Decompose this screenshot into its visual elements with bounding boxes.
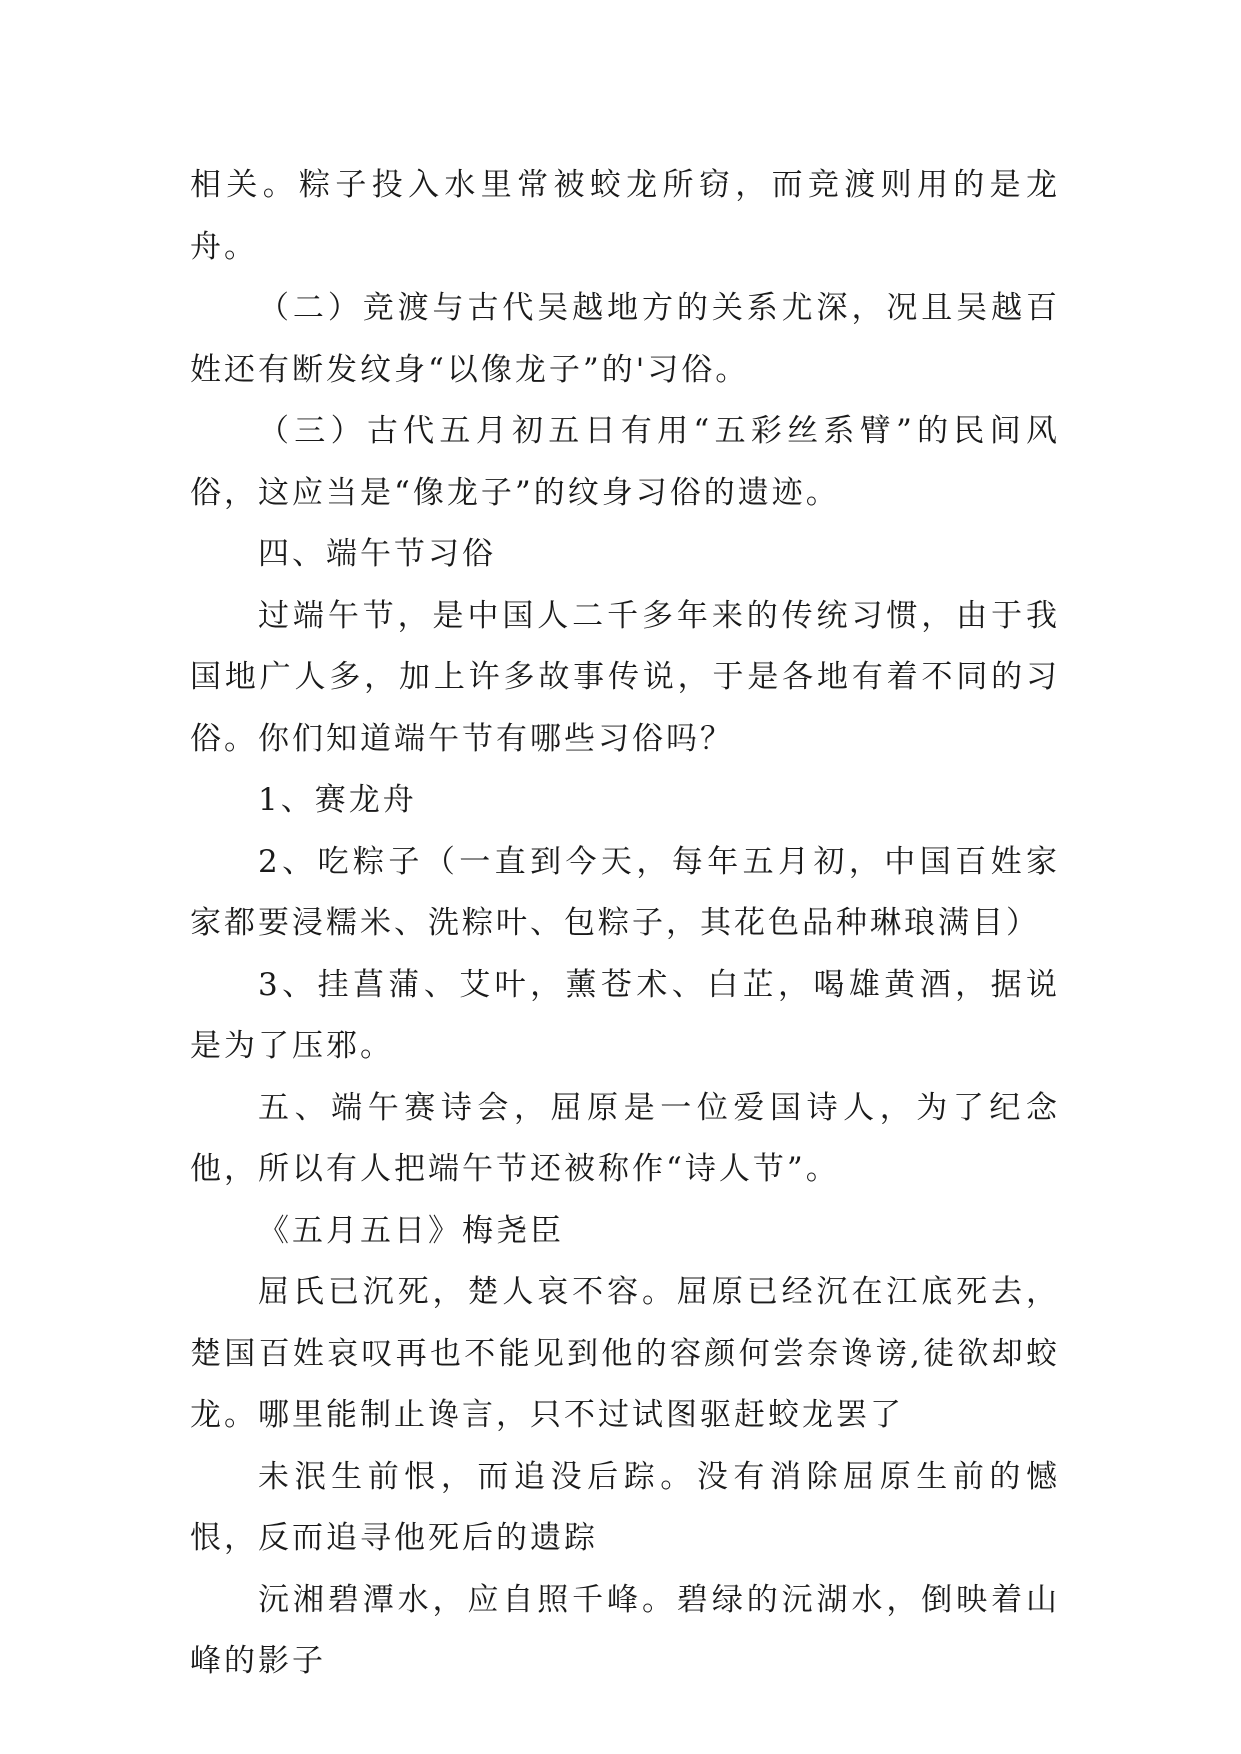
list-item: 3、挂菖蒲、艾叶，薰苍术、白芷，喝雄黄酒，据说是为了压邪。 — [190, 966, 1060, 1064]
poem-line: 沅湘碧潭水，应自照千峰。碧绿的沅湖水，倒映着山峰的影子 — [190, 1581, 1060, 1679]
list-item: 2、吃粽子（一直到今天，每年五月初，中国百姓家家都要浸糯米、洗粽叶、包粽子，其花色品种琳琅满目） — [190, 843, 1060, 941]
document-body — [190, 155, 1060, 1693]
paragraph: 相关。粽子投入水里常被蛟龙所窃，而竞渡则用的是龙舟。 — [190, 167, 1060, 265]
poem-title: 《五月五日》梅尧臣 — [258, 1212, 564, 1249]
section-heading: 四、端午节习俗 — [258, 536, 496, 572]
paragraph: 过端午节，是中国人二千多年来的传统习惯，由于我国地广人多，加上许多故事传说，于是各地有着不同的习俗。你们知道端午节有哪些习俗吗？ — [190, 597, 1060, 757]
paragraph: （三）古代五月初五日有用“五彩丝系臂”的民间风俗，这应当是“像龙子”的纹身习俗的遗迹。 — [190, 413, 1060, 511]
poem-line: 未泯生前恨，而追没后踪。没有消除屈原生前的憾恨，反而追寻他死后的遗踪 — [190, 1458, 1060, 1556]
paragraph: （二）竞渡与古代吴越地方的关系尤深，况且吴越百姓还有断发纹身“以像龙子”的'习俗。 — [190, 290, 1060, 388]
paragraph: 五、端午赛诗会，屈原是一位爱国诗人，为了纪念他，所以有人把端午节还被称作“诗人节”。 — [190, 1089, 1060, 1187]
list-item: 1、赛龙舟 — [258, 782, 417, 818]
poem-line: 屈氏已沉死，楚人哀不容。屈原已经沉在江底死去，楚国百姓哀叹再也不能见到他的容颜何尝奈谗谤,徒欲却蛟龙。哪里能制止谗言，只不过试图驱赶蛟龙罢了 — [190, 1274, 1060, 1433]
